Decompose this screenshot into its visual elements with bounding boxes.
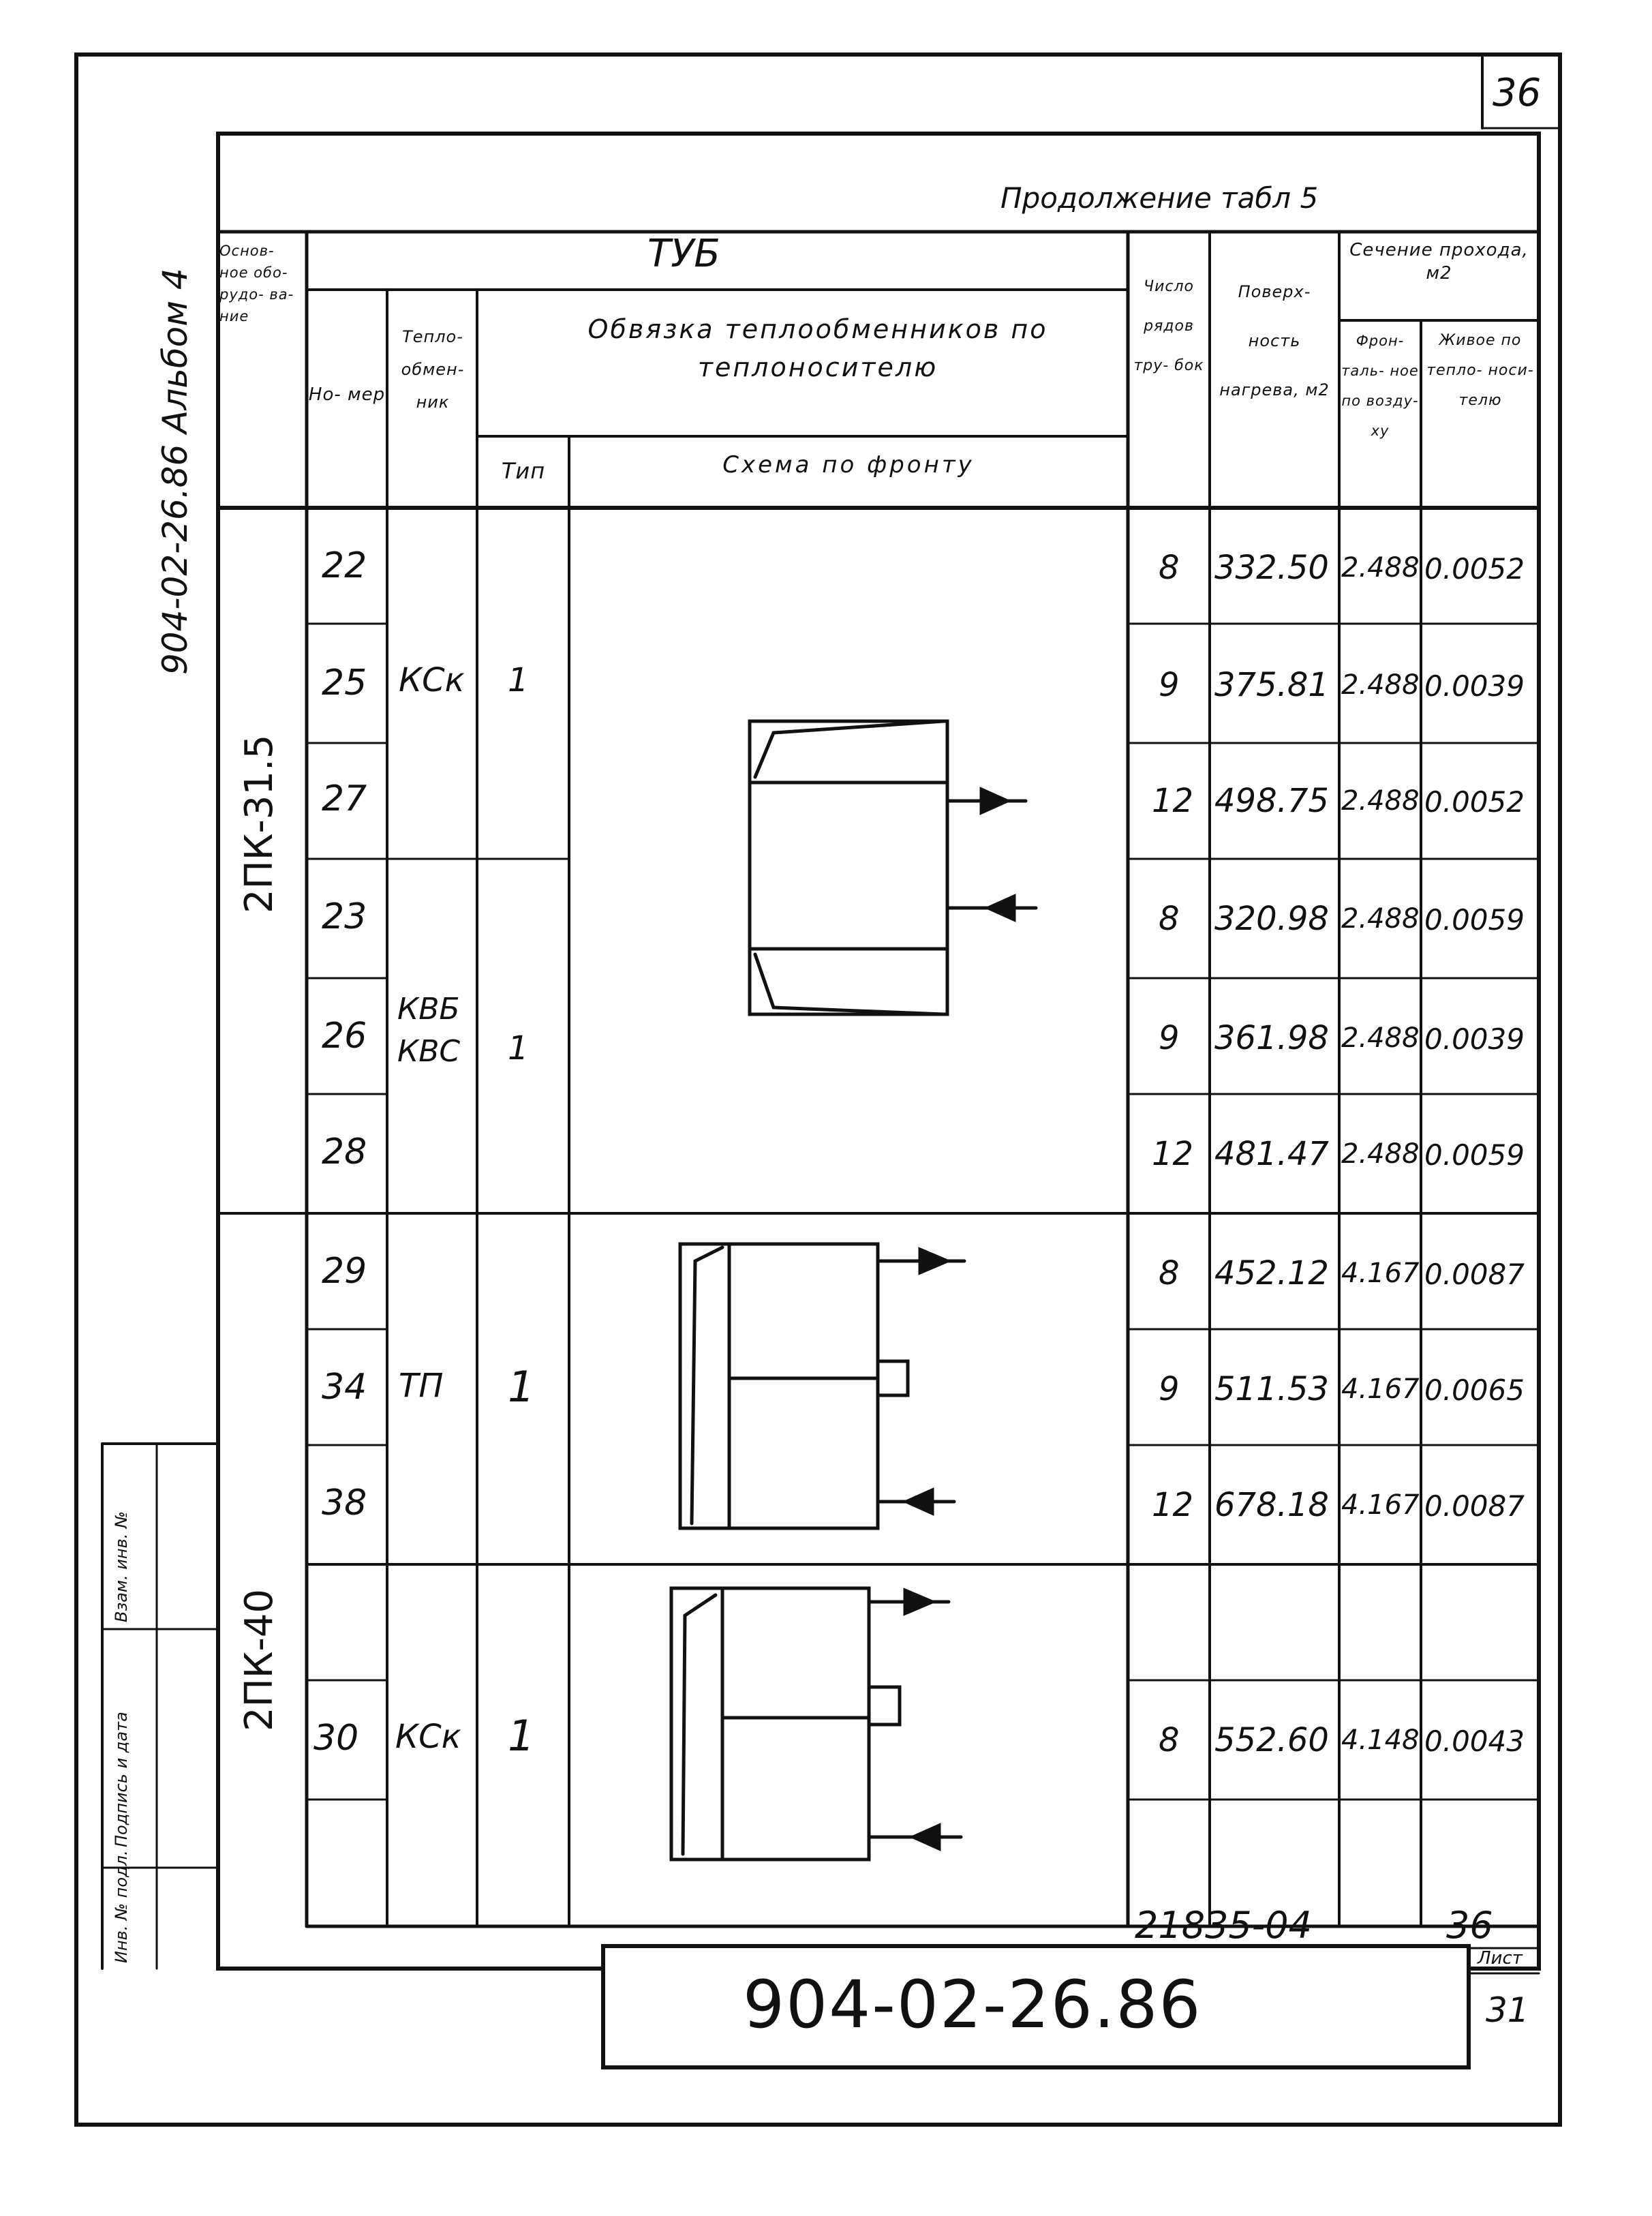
document-code: 904-02-26.86: [743, 1967, 1202, 2043]
row-surface: 320.98: [1214, 900, 1329, 938]
header-number: Но- мер: [308, 384, 386, 405]
archive-number: 21835-04: [1135, 1904, 1312, 1947]
row-surface: 511.53: [1214, 1370, 1329, 1408]
block-type: 1: [508, 1362, 535, 1412]
row-live: 0.0065: [1424, 1373, 1525, 1407]
sheet-number: 31: [1486, 1990, 1529, 2030]
row-tubes: 9: [1159, 1370, 1180, 1408]
row-surface: 375.81: [1214, 666, 1329, 704]
row-surface: 481.47: [1214, 1135, 1329, 1173]
stamp-inv-no: Инв. № подл.: [112, 1850, 131, 1963]
row-number: 34: [322, 1367, 367, 1408]
row-number: 26: [322, 1016, 367, 1057]
row-number: 23: [322, 896, 367, 937]
row-live: 0.0039: [1424, 669, 1525, 703]
header-exchanger: Тепло- обмен- ник: [401, 327, 465, 412]
header-section: Сечение прохода, м2: [1349, 240, 1529, 284]
row-tubes: 8: [1159, 1721, 1180, 1759]
scheme-2pk31-diagram: [750, 721, 1036, 1014]
row-tubes: 8: [1159, 900, 1180, 938]
row-number: 38: [322, 1483, 367, 1523]
block-exchanger: КСк: [395, 1718, 461, 1756]
header-rows-tubes: Число рядов тру- бок: [1133, 278, 1204, 374]
block-exchanger: ТП: [399, 1367, 444, 1405]
row-tubes: 9: [1159, 666, 1180, 704]
header-scheme: Схема по фронту: [722, 451, 975, 479]
scheme-ksk-diagram: [671, 1588, 961, 1860]
row-tubes: 12: [1152, 782, 1194, 820]
sheet-label: Лист: [1478, 1948, 1523, 1969]
row-tubes: 9: [1159, 1019, 1180, 1057]
row-frontal: 4.167: [1341, 1258, 1420, 1289]
row-surface: 332.50: [1214, 549, 1329, 587]
stamp-interchange-inv: Взам. инв. №: [112, 1511, 131, 1622]
row-live: 0.0059: [1424, 1138, 1525, 1172]
row-frontal: 2.488: [1341, 785, 1420, 817]
row-surface: 678.18: [1214, 1486, 1329, 1524]
row-live: 0.0052: [1424, 785, 1525, 819]
row-live: 0.0052: [1424, 552, 1525, 586]
row-frontal: 2.488: [1341, 552, 1420, 583]
row-live: 0.0087: [1424, 1258, 1525, 1291]
row-frontal: 2.488: [1341, 1138, 1420, 1170]
row-surface: 452.12: [1214, 1254, 1329, 1292]
row-number: 28: [322, 1132, 367, 1172]
row-live: 0.0039: [1424, 1022, 1525, 1056]
row-number: 22: [322, 545, 367, 586]
row-live: 0.0059: [1424, 903, 1525, 937]
stamp-signature-date: Подпись и дата: [112, 1712, 131, 1847]
header-frontal: Фрон- таль- ное по возду- ху: [1341, 333, 1419, 439]
row-frontal: 2.488: [1341, 1022, 1420, 1054]
continuation-caption: Продолжение табл 5: [1000, 181, 1319, 215]
row-number: 27: [322, 778, 367, 819]
corner-page-number: 36: [1493, 71, 1542, 115]
group-label-2pk40: 2ПК-40: [237, 1589, 281, 1731]
block-type: 1: [508, 661, 529, 699]
row-surface: 498.75: [1214, 782, 1329, 820]
header-surface: Поверх- ность нагрева, м2: [1219, 282, 1330, 399]
row-surface: 552.60: [1214, 1721, 1329, 1759]
album-note: 904-02-26.86 Альбом 4: [155, 268, 195, 675]
scheme-tp-diagram: [680, 1244, 964, 1528]
group-label-2pk31: 2ПК-31.5: [237, 734, 281, 913]
row-frontal: 2.488: [1341, 669, 1420, 701]
header-type: Тип: [501, 458, 546, 484]
header-equipment: Основ- ное обо- рудо- ва- ние: [219, 243, 294, 324]
row-number: 25: [322, 663, 367, 703]
row-frontal: 4.148: [1341, 1725, 1420, 1756]
block-type: 1: [508, 1711, 535, 1761]
row-number: 30: [313, 1718, 359, 1759]
row-live: 0.0087: [1424, 1489, 1525, 1523]
row-tubes: 8: [1159, 1254, 1180, 1292]
row-live: 0.0043: [1424, 1725, 1525, 1758]
header-tub: ТУБ: [647, 232, 720, 276]
row-tubes: 12: [1152, 1486, 1194, 1524]
row-number: 29: [322, 1251, 367, 1292]
row-surface: 361.98: [1214, 1019, 1329, 1057]
block-exchanger: КВБ КВС: [397, 992, 461, 1069]
archive-page: 36: [1446, 1904, 1493, 1947]
row-frontal: 4.167: [1341, 1489, 1420, 1521]
header-binding: Обвязка теплообменников по теплоносителю: [587, 314, 1048, 382]
row-frontal: 4.167: [1341, 1373, 1420, 1405]
header-live: Живое по тепло- носи- телю: [1426, 332, 1534, 409]
row-frontal: 2.488: [1341, 903, 1420, 935]
row-tubes: 8: [1159, 549, 1180, 587]
block-exchanger: КСк: [399, 661, 465, 699]
block-type: 1: [508, 1029, 529, 1067]
row-tubes: 12: [1152, 1135, 1194, 1173]
